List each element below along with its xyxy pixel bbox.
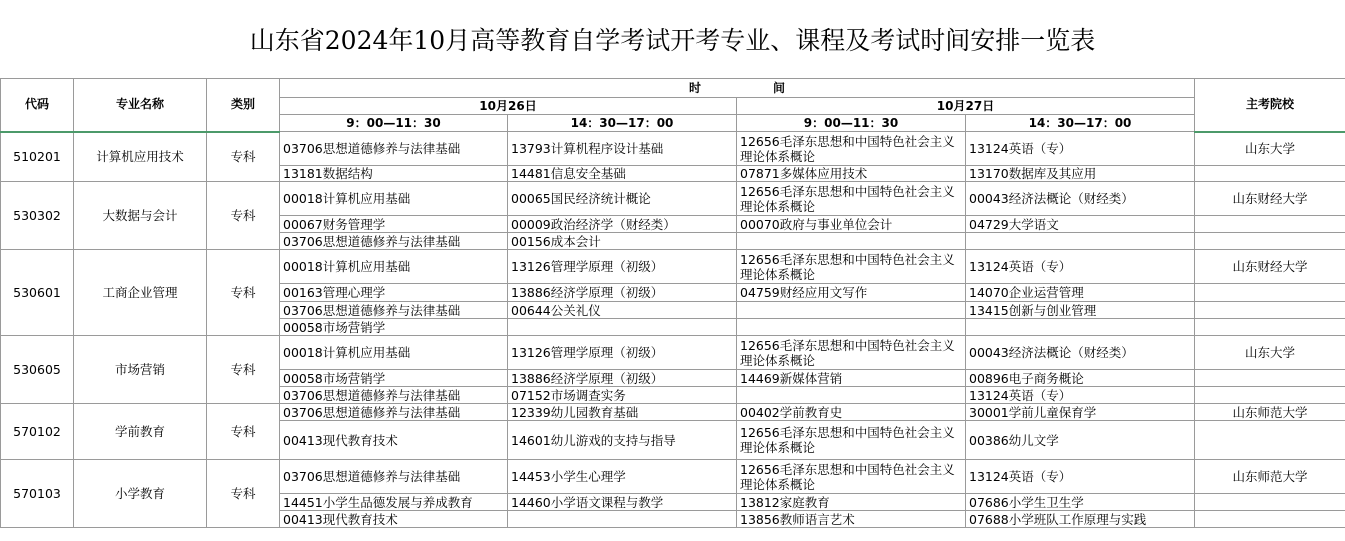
school-cell-empty xyxy=(1195,319,1345,336)
course-cell: 00018计算机应用基础 xyxy=(280,336,508,370)
course-cell: 07871多媒体应用技术 xyxy=(737,166,966,182)
table-row xyxy=(1,250,1345,284)
course-cell xyxy=(508,511,737,528)
course-cell: 13181数据结构 xyxy=(280,166,508,182)
major-level: 专科 xyxy=(207,460,280,528)
school-cell-empty xyxy=(1195,370,1345,387)
major-code: 510201 xyxy=(1,132,74,182)
course-cell xyxy=(737,233,966,250)
major-school: 山东师范大学 xyxy=(1195,404,1345,421)
course-cell: 00018计算机应用基础 xyxy=(280,250,508,284)
table-row xyxy=(1,336,1345,370)
major-school: 山东师范大学 xyxy=(1195,460,1345,494)
course-cell: 04759财经应用文写作 xyxy=(737,284,966,302)
major-name: 工商企业管理 xyxy=(74,250,207,336)
course-cell: 13126管理学原理（初级） xyxy=(508,336,737,370)
major-code: 530605 xyxy=(1,336,74,404)
page-title: 山东省2024年10月高等教育自学考试开考专业、课程及考试时间安排一览表 xyxy=(0,0,1345,79)
course-cell xyxy=(966,319,1195,336)
major-school: 山东财经大学 xyxy=(1195,250,1345,284)
major-level: 专科 xyxy=(207,182,280,250)
course-cell: 03706思想道德修养与法律基础 xyxy=(280,404,508,421)
table-row xyxy=(1,460,1345,494)
course-cell: 13886经济学原理（初级） xyxy=(508,370,737,387)
course-cell: 00156成本会计 xyxy=(508,233,737,250)
course-cell: 13812家庭教育 xyxy=(737,494,966,511)
course-cell: 00018计算机应用基础 xyxy=(280,182,508,216)
course-cell: 00043经济法概论（财经类） xyxy=(966,182,1195,216)
header-date-oct26: 10月26日 xyxy=(280,98,737,115)
course-cell xyxy=(966,233,1195,250)
major-name: 大数据与会计 xyxy=(74,182,207,250)
course-cell: 04729大学语文 xyxy=(966,216,1195,233)
school-cell-empty xyxy=(1195,302,1345,319)
course-cell: 13124英语（专） xyxy=(966,250,1195,284)
course-cell: 07686小学生卫生学 xyxy=(966,494,1195,511)
course-cell: 00163管理心理学 xyxy=(280,284,508,302)
course-cell: 03706思想道德修养与法律基础 xyxy=(280,460,508,494)
header-slot-26-pm: 14：30—17：00 xyxy=(508,115,737,132)
course-cell xyxy=(737,319,966,336)
header-slot-26-am: 9：00—11：30 xyxy=(280,115,508,132)
course-cell xyxy=(508,319,737,336)
course-cell xyxy=(737,302,966,319)
major-school: 山东财经大学 xyxy=(1195,182,1345,216)
major-code: 530601 xyxy=(1,250,74,336)
header-code: 代码 xyxy=(1,79,74,132)
major-code: 530302 xyxy=(1,182,74,250)
major-code: 570102 xyxy=(1,404,74,460)
header-slot-27-am: 9：00—11：30 xyxy=(737,115,966,132)
major-name: 小学教育 xyxy=(74,460,207,528)
course-cell: 00896电子商务概论 xyxy=(966,370,1195,387)
table-row xyxy=(1,404,1345,421)
course-cell: 13886经济学原理（初级） xyxy=(508,284,737,302)
course-cell: 00043经济法概论（财经类） xyxy=(966,336,1195,370)
course-cell: 14481信息安全基础 xyxy=(508,166,737,182)
course-cell: 14469新媒体营销 xyxy=(737,370,966,387)
course-cell: 12656毛泽东思想和中国特色社会主义理论体系概论 xyxy=(737,132,966,166)
course-cell: 13170数据库及其应用 xyxy=(966,166,1195,182)
course-cell: 00009政治经济学（财经类） xyxy=(508,216,737,233)
school-cell-empty xyxy=(1195,387,1345,404)
header-major: 专业名称 xyxy=(74,79,207,132)
table-row xyxy=(1,182,1345,216)
major-name: 学前教育 xyxy=(74,404,207,460)
course-cell: 12656毛泽东思想和中国特色社会主义理论体系概论 xyxy=(737,460,966,494)
course-cell: 13124英语（专） xyxy=(966,387,1195,404)
course-cell: 14601幼儿游戏的支持与指导 xyxy=(508,421,737,460)
school-cell-empty xyxy=(1195,511,1345,528)
major-code: 570103 xyxy=(1,460,74,528)
course-cell: 13126管理学原理（初级） xyxy=(508,250,737,284)
school-cell-empty xyxy=(1195,421,1345,460)
course-cell: 03706思想道德修养与法律基础 xyxy=(280,387,508,404)
course-cell xyxy=(737,387,966,404)
course-cell: 12656毛泽东思想和中国特色社会主义理论体系概论 xyxy=(737,421,966,460)
course-cell: 03706思想道德修养与法律基础 xyxy=(280,233,508,250)
course-cell: 00067财务管理学 xyxy=(280,216,508,233)
course-cell: 14070企业运营管理 xyxy=(966,284,1195,302)
header-school: 主考院校 xyxy=(1195,79,1345,132)
header-time: 时 间 xyxy=(280,79,1195,98)
course-cell: 00386幼儿文学 xyxy=(966,421,1195,460)
header-slot-27-pm: 14：30—17：00 xyxy=(966,115,1195,132)
course-cell: 14453小学生心理学 xyxy=(508,460,737,494)
major-school: 山东大学 xyxy=(1195,336,1345,370)
major-level: 专科 xyxy=(207,250,280,336)
school-cell-empty xyxy=(1195,233,1345,250)
major-school: 山东大学 xyxy=(1195,132,1345,166)
course-cell: 00070政府与事业单位会计 xyxy=(737,216,966,233)
course-cell: 00065国民经济统计概论 xyxy=(508,182,737,216)
major-name: 市场营销 xyxy=(74,336,207,404)
school-cell-empty xyxy=(1195,494,1345,511)
major-level: 专科 xyxy=(207,336,280,404)
course-cell: 03706思想道德修养与法律基础 xyxy=(280,132,508,166)
school-cell-empty xyxy=(1195,166,1345,182)
major-name: 计算机应用技术 xyxy=(74,132,207,182)
course-cell: 13856教师语言艺术 xyxy=(737,511,966,528)
course-cell: 12656毛泽东思想和中国特色社会主义理论体系概论 xyxy=(737,336,966,370)
course-cell: 13124英语（专） xyxy=(966,132,1195,166)
header-date-oct27: 10月27日 xyxy=(737,98,1195,115)
course-cell: 14451小学生品德发展与养成教育 xyxy=(280,494,508,511)
course-cell: 13415创新与创业管理 xyxy=(966,302,1195,319)
course-cell: 30001学前儿童保育学 xyxy=(966,404,1195,421)
course-cell: 12339幼儿园教育基础 xyxy=(508,404,737,421)
course-cell: 12656毛泽东思想和中国特色社会主义理论体系概论 xyxy=(737,250,966,284)
course-cell: 00402学前教育史 xyxy=(737,404,966,421)
course-cell: 00413现代教育技术 xyxy=(280,511,508,528)
course-cell: 07688小学班队工作原理与实践 xyxy=(966,511,1195,528)
school-cell-empty xyxy=(1195,216,1345,233)
course-cell: 07152市场调查实务 xyxy=(508,387,737,404)
course-cell: 03706思想道德修养与法律基础 xyxy=(280,302,508,319)
course-cell: 00413现代教育技术 xyxy=(280,421,508,460)
course-cell: 00058市场营销学 xyxy=(280,370,508,387)
table-row xyxy=(1,132,1345,166)
course-cell: 12656毛泽东思想和中国特色社会主义理论体系概论 xyxy=(737,182,966,216)
course-cell: 13124英语（专） xyxy=(966,460,1195,494)
course-cell: 13793计算机程序设计基础 xyxy=(508,132,737,166)
course-cell: 14460小学语文课程与教学 xyxy=(508,494,737,511)
header-level: 类别 xyxy=(207,79,280,132)
exam-schedule-table xyxy=(0,78,1345,528)
course-cell: 00058市场营销学 xyxy=(280,319,508,336)
course-cell: 00644公关礼仪 xyxy=(508,302,737,319)
major-level: 专科 xyxy=(207,404,280,460)
school-cell-empty xyxy=(1195,284,1345,302)
major-level: 专科 xyxy=(207,132,280,182)
